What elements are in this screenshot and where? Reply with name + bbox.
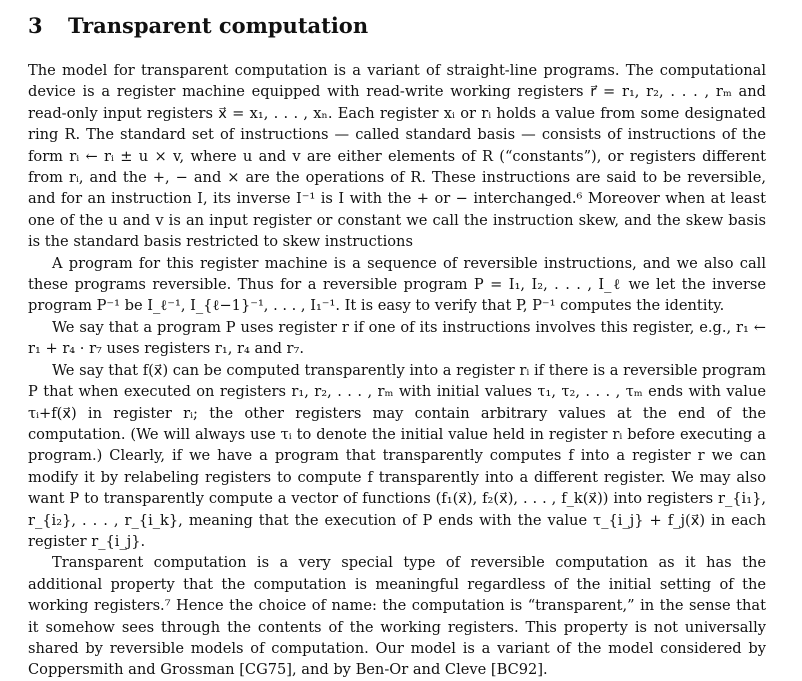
paragraph-transparent-computation: Transparent computation is a very special type of reversible computation as it has the additional property that the computation is meaningful regardless of the initial setting of the working registers.⁷ Hence the choice of name: the computation is “transparent,” in the sense that it somehow sees through the contents of the working registers. This property is not universally shared by reversible models of computation. Our model is a variant of the model considered by Coppersmith and Grossman [CG75], and by Ben-Or and Cleve [BC92]. (28, 554, 766, 679)
paragraph-model: The model for transparent computation is a variant of straight-line programs. The computational device is a register machine equipped with read-write working registers r⃗ = r₁, r₂, . . . , rₘ and read-only input registers x⃗ = x₁, . . . , xₙ. Each register xᵢ or rᵢ holds a value from some designated ring R. The standard set of instructions — called standard basis — consists of instructions of the form rᵢ ← rᵢ ± u × v, where u and v are either elements of R (“constants”), or registers different from rᵢ, and the +, − and × are the operations of R. These instructions are said to be reversible, and for an instruction I, its inverse I⁻¹ is I with the + or − interchanged.⁶ Moreover when at least one of the u and v is an input register or constant we call the instruction skew, and the skew basis is the standard basis restricted to skew instructions (28, 62, 766, 251)
paragraph-program: A program for this register machine is a sequence of reversible instructions, and we also call these programs reversible. Thus for a reversible program P = I₁, I₂, . . . , I_ℓ we let the inverse program P⁻¹ be I_ℓ⁻¹, I_{ℓ−1}⁻¹, . . . , I₁⁻¹. It is easy to verify that P, P⁻¹ computes the identity. (28, 254, 766, 315)
section-number: 3 (28, 13, 43, 38)
section-title: Transparent computation (68, 13, 369, 38)
paragraph-computed-transparently: We say that f(x⃗) can be computed transparently into a register rᵢ if there is a reversible program P that when executed on registers r₁, r₂, . . . , rₘ with initial values τ₁, τ₂, . . . , τₘ ends with value τᵢ+f(x⃗) in register rᵢ; the other registers may contain arbitrary values at the end of the computation. (We will always use τᵢ to denote the initial value held in register rᵢ before executing a program.) Clearly, if we have a program that transparently computes f into a register r we can modify it by relabeling registers to compute f transparently into a different register. We may also want P to transparently compute a vector of functions (f₁(x⃗), f₂(x⃗), . . . , f_k(x⃗)) into registers r_{i₁}, r_{i₂}, . . . , r_{i_k}, meaning that the execution of P ends with the value τ_{i_j} + f_j(x⃗) in each register r_{i_j}. (28, 361, 766, 550)
paragraph-uses-register: We say that a program P uses register r if one of its instructions involves this register, e.g., r₁ ← r₁ + r₄ · r₇ uses registers r₁, r₄ and r₇. (28, 318, 766, 358)
section-heading (28, 12, 766, 40)
